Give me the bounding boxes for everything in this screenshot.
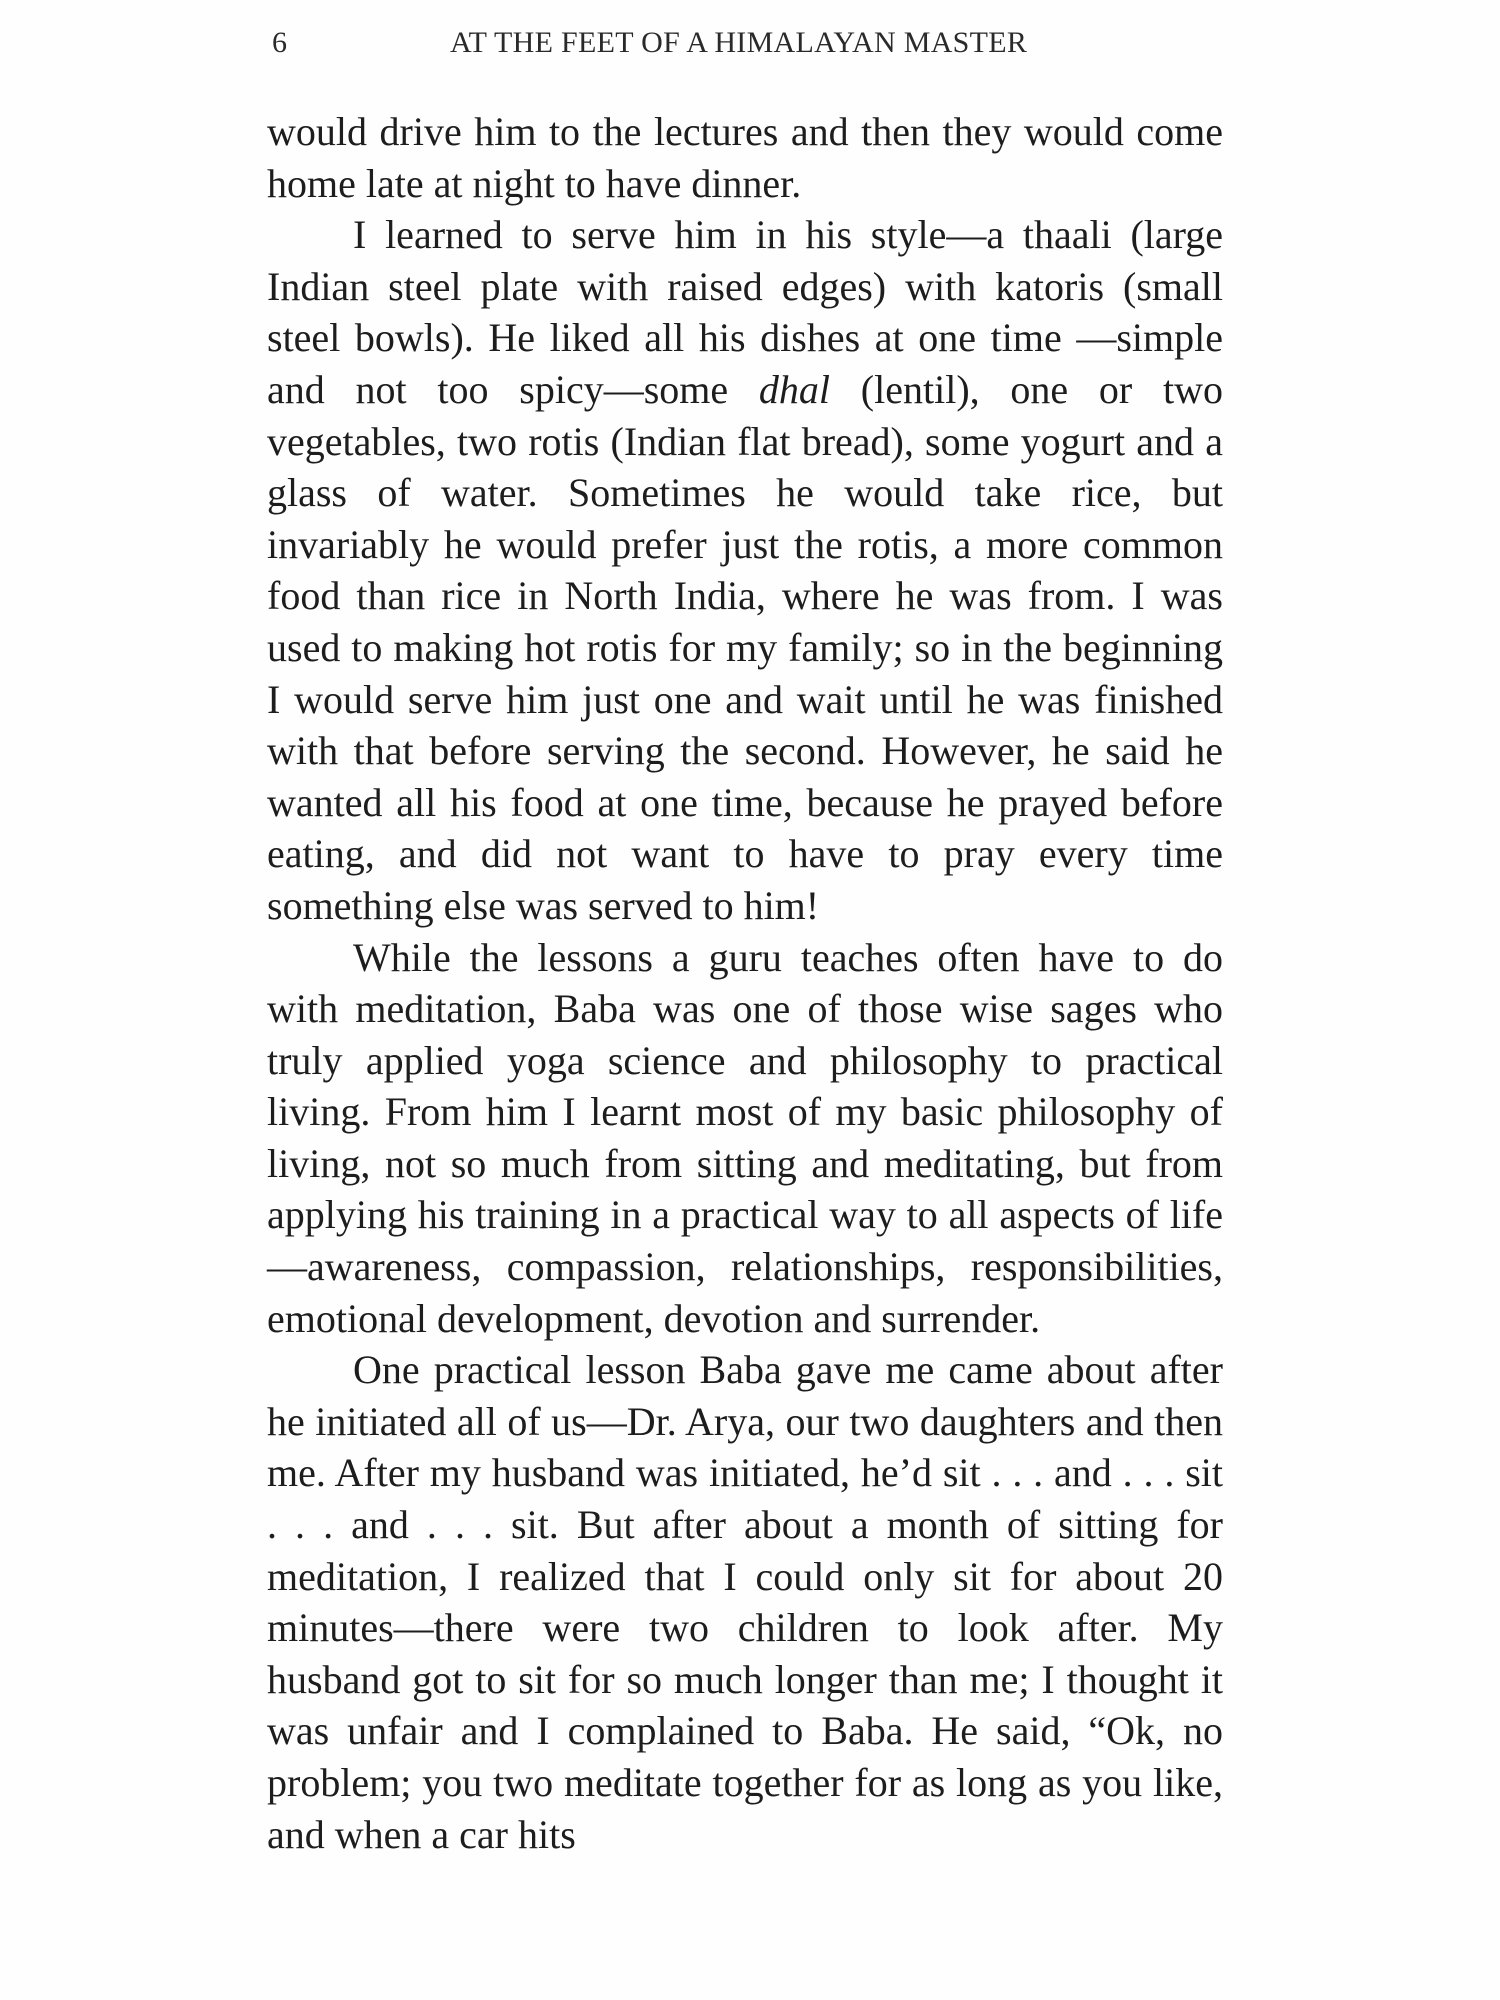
body-text <box>267 106 1223 1860</box>
paragraph-3: While the lessons a guru teaches often have to do with meditation, Baba was one of those wise sages who truly applied yoga science and philosophy to practical living. From him I learnt most of my basic philosophy of living, not so much from sitting and meditating, but from applying his training in a practical way to all aspects of life—awareness, compassion, relationships, responsibilities, emotional development, devotion and surrender. <box>267 934 1223 1341</box>
page-number: 6 <box>272 26 288 59</box>
book-title: AT THE FEET OF A HIMALAYAN MASTER <box>450 26 1028 59</box>
paragraph-2 <box>267 209 1223 931</box>
paragraph-2-text-before: I learned to serve him in his style—a thaali (large Indian steel plate with raised edges) with katoris (small steel bowls). He liked all his dishes at one time —simple and not too spicy—some <box>267 212 1223 412</box>
running-head <box>272 26 1232 66</box>
paragraph-2-italic-term: dhal <box>758 366 831 412</box>
paragraph-2-text-after: (lentil), one or two vegetables, two rotis (Indian flat bread), some yogurt and a glass of water. Sometimes he would take rice, but invariably he would prefer just the rotis, a more common food than rice in North India, where he was from. I was used to making hot rotis for my family; so in the beginning I would serve him just one and wait until he was finished with that before serving the second. However, he said he wanted all his food at one time, because he prayed before eating, and did not want to have to pray every time something else was served to him! <box>267 366 1223 928</box>
paragraph-1: would drive him to the lectures and then they would come home late at night to have dinner. <box>267 109 1223 206</box>
paragraph-4: One practical lesson Baba gave me came about after he initiated all of us—Dr. Arya, our two daughters and then me. After my husband was initiated, he’d sit . . . and . . . sit . . . and . . . sit. But after about a month of sitting for meditation, I realized that I could only sit for about 20 minutes—there were two children to look after. My husband got to sit for so much longer than me; I thought it was unfair and I complained to Baba. He said, “Ok, no problem; you two meditate together for as long as you like, and when a car hits <box>267 1347 1223 1857</box>
